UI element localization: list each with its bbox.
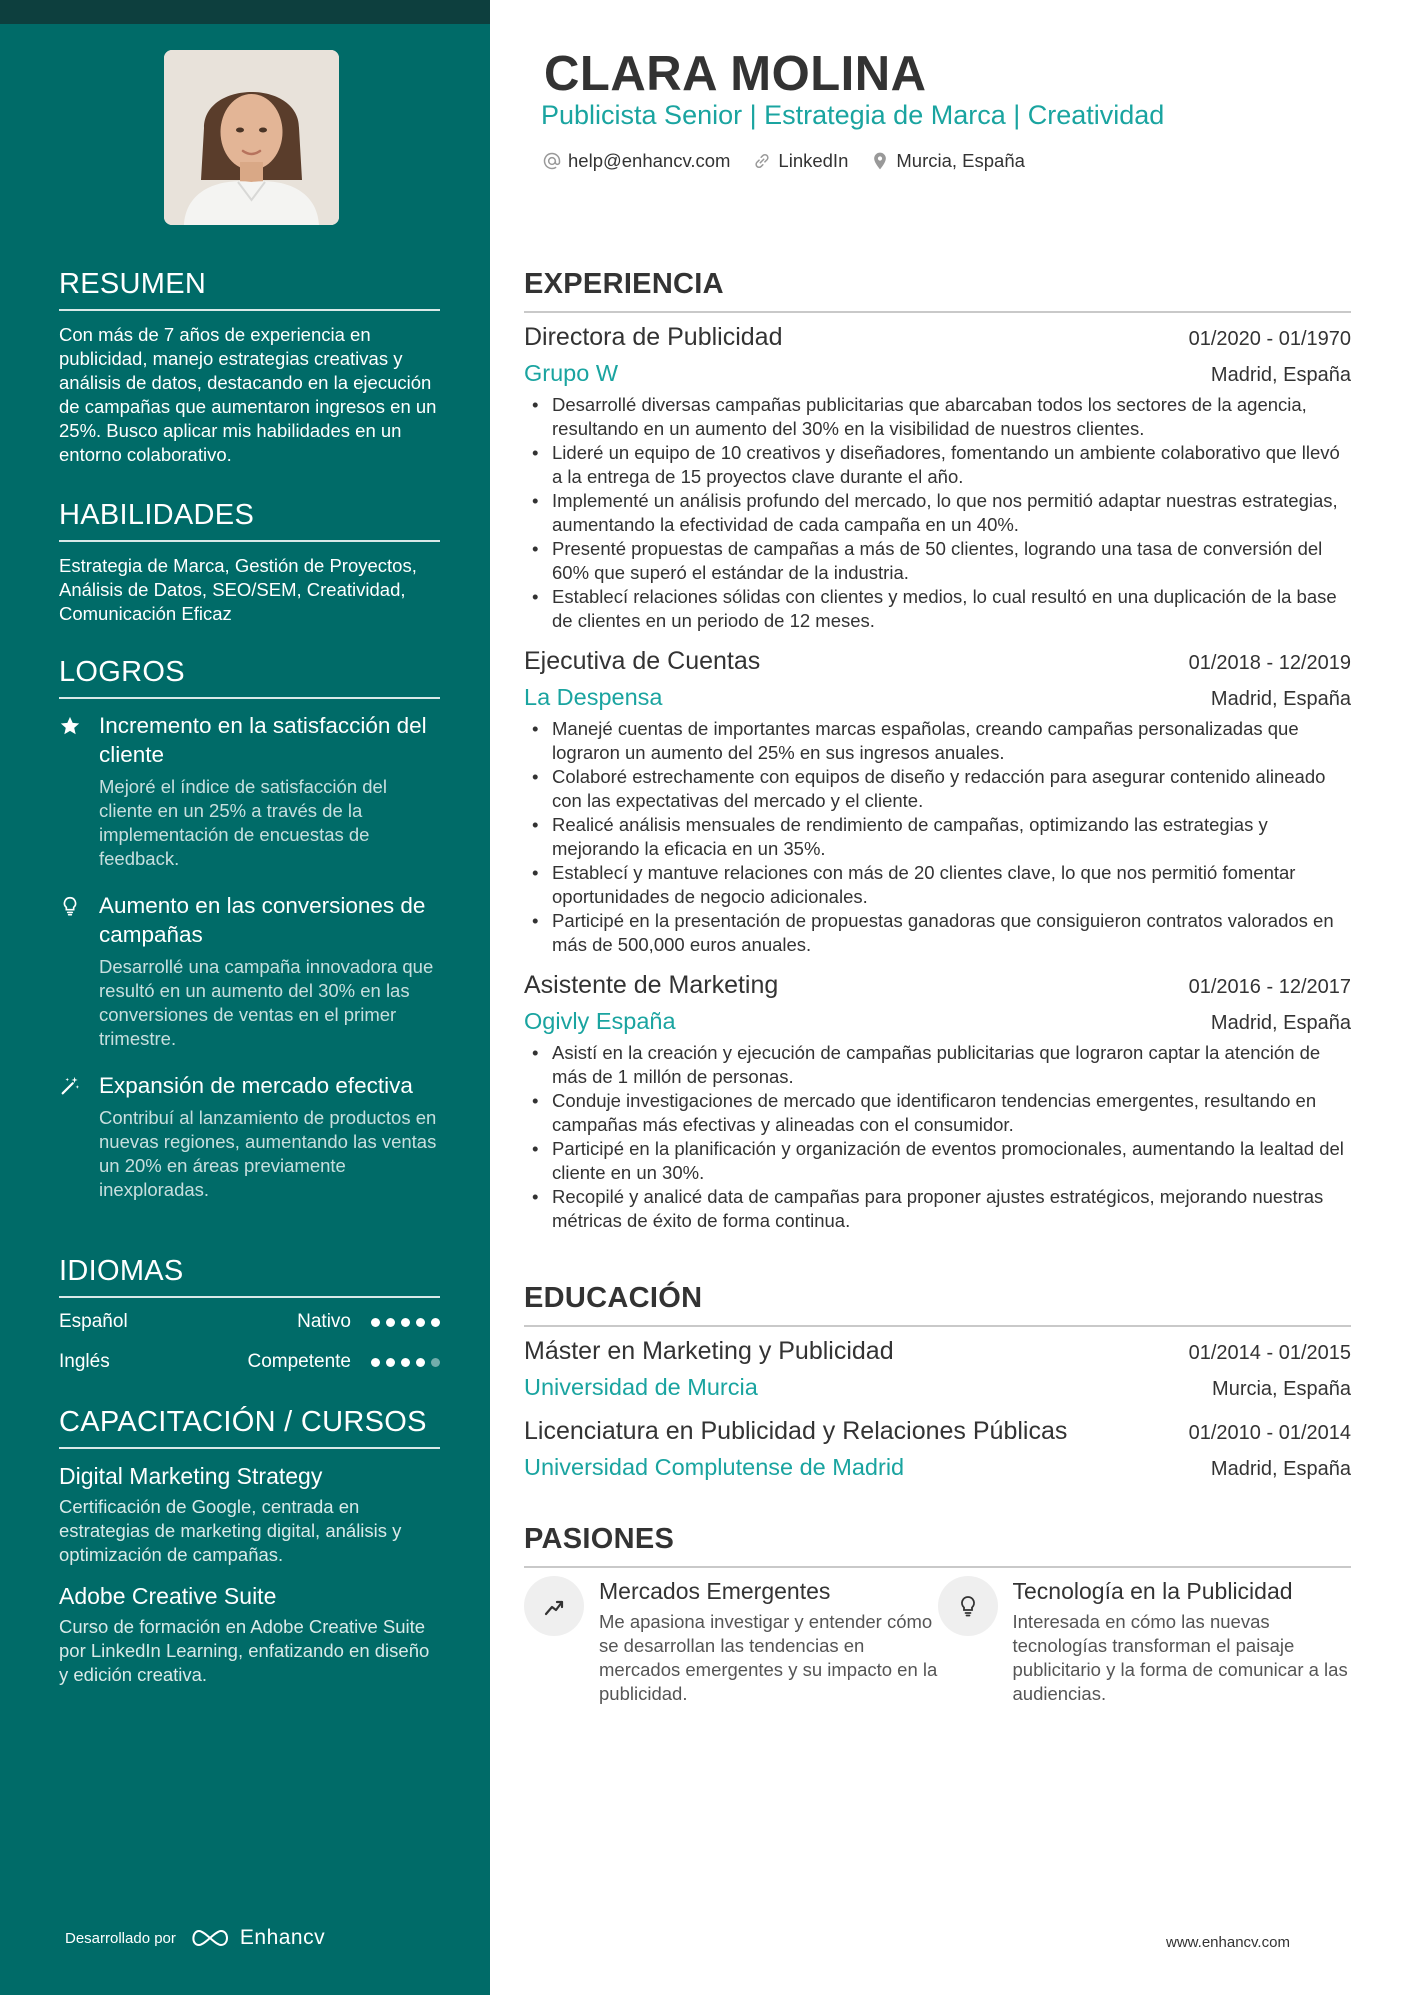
proficiency-dot [386, 1318, 395, 1327]
job-bullet: • Recopilé y analicé data de campañas para proponer ajustes estratégicos, mejorando nuestras métricas de éxito de forma continua. [524, 1185, 1351, 1233]
proficiency-dot [401, 1318, 410, 1327]
sidebar-footer [65, 1926, 325, 1950]
candidate-name: CLARA MOLINA [544, 47, 927, 101]
degree-title: Licenciatura en Publicidad y Relaciones Públicas [524, 1417, 1068, 1445]
job-location: Madrid, España [1210, 688, 1351, 710]
star-icon [59, 711, 99, 871]
proficiency-dot [431, 1358, 440, 1367]
contact-linkedin[interactable] [752, 150, 848, 172]
job-entry [524, 647, 1351, 957]
at-icon [542, 151, 562, 171]
skills-section [59, 499, 440, 626]
achievement-item [59, 1071, 440, 1202]
website-link[interactable]: www.enhancv.com [1166, 1934, 1290, 1951]
job-bullet: • Implementé un análisis profundo del mercado, lo que nos permitió adaptar nuestras estrategias, aumentando la efectividad de cada campaña en un 40%. [524, 489, 1351, 537]
link-icon [752, 151, 772, 171]
job-location: Madrid, España [1210, 364, 1351, 386]
experience-title: EXPERIENCIA [524, 268, 1351, 313]
passion-title: Tecnología en la Publicidad [1012, 1578, 1293, 1604]
proficiency-dot [416, 1318, 425, 1327]
proficiency-dot [371, 1358, 380, 1367]
summary-section [59, 268, 440, 467]
language-proficiency-dots [371, 1318, 440, 1327]
achievements-title: LOGROS [59, 656, 440, 699]
magic-wand-icon [59, 1071, 99, 1202]
contact-row [542, 150, 1047, 172]
contact-linkedin-text: LinkedIn [778, 150, 849, 171]
achievement-title: Incremento en la satisfacción del cliente [99, 713, 427, 767]
school-name: Universidad de Murcia [524, 1374, 758, 1400]
job-bullet: • Realicé análisis mensuales de rendimiento de campañas, optimizando las estrategias y mejorando la eficacia en un 35%. [524, 813, 1351, 861]
course-desc: Curso de formación en Adobe Creative Suite por LinkedIn Learning, enfatizando en diseño y edición creativa. [59, 1616, 430, 1685]
passion-desc: Interesada en cómo las nuevas tecnologías transforman el paisaje publicitario y la forma de comunicar a las audiencias. [1012, 1611, 1348, 1704]
language-proficiency-dots [371, 1358, 440, 1367]
job-bullet: • Colaboré estrechamente con equipos de diseño y redacción para asegurar contenido alineado con las expectativas del mercado y el cliente. [524, 765, 1351, 813]
languages-section [59, 1255, 440, 1382]
job-bullet: • Presenté propuestas de campañas a más de 50 clientes, logrando una tasa de conversión del 60% que superó el estándar de la industria. [524, 537, 1351, 585]
achievement-desc: Contribuí al lanzamiento de productos en nuevas regiones, aumentando las ventas un 20% en áreas previamente inexploradas. [99, 1107, 437, 1200]
course-item [59, 1581, 440, 1687]
language-row [59, 1302, 440, 1342]
profile-photo-illustration [164, 50, 339, 225]
infinity-logo-icon [188, 1927, 232, 1949]
degree-title: Máster en Marketing y Publicidad [524, 1337, 894, 1365]
job-title: Ejecutiva de Cuentas [524, 647, 761, 675]
lightbulb-icon [938, 1576, 998, 1636]
job-bullet: • Establecí relaciones sólidas con clientes y medios, lo cual resultó en una duplicación de la base de clientes en un periodo de 12 meses. [524, 585, 1351, 633]
sidebar-top-bar [0, 0, 490, 24]
job-dates: 01/2018 - 12/2019 [1188, 652, 1351, 674]
passions-title: PASIONES [524, 1523, 1351, 1568]
education-entry [524, 1337, 1351, 1401]
job-dates: 01/2020 - 01/1970 [1188, 328, 1351, 350]
proficiency-dot [386, 1358, 395, 1367]
job-title: Asistente de Marketing [524, 971, 779, 999]
job-entry [524, 323, 1351, 633]
passion-item [524, 1576, 938, 1706]
contact-location-text: Murcia, España [896, 150, 1025, 171]
education-location: Murcia, España [1212, 1378, 1351, 1400]
skills-title: HABILIDADES [59, 499, 440, 542]
achievement-desc: Mejoré el índice de satisfacción del cliente en un 25% a través de la implementación de encuestas de feedback. [99, 776, 387, 869]
passion-title: Mercados Emergentes [599, 1578, 831, 1604]
job-bullet: • Participé en la planificación y organización de eventos promocionales, aumentando la lealtad del cliente en un 30%. [524, 1137, 1351, 1185]
job-bullet: • Establecí y mantuve relaciones con más de 20 clientes clave, lo que nos permitió fomentar oportunidades de negocio adicionales. [524, 861, 1351, 909]
job-bullet: • Conduje investigaciones de mercado que identificaron tendencias emergentes, resultando en campañas más efectivas y alineadas con el consumidor. [524, 1089, 1351, 1137]
education-dates: 01/2014 - 01/2015 [1188, 1342, 1351, 1364]
lightbulb-icon [59, 891, 99, 1051]
contact-email[interactable] [542, 150, 730, 172]
proficiency-dot [401, 1358, 410, 1367]
education-title: EDUCACIÓN [524, 1282, 1351, 1327]
summary-title: RESUMEN [59, 268, 440, 311]
job-location: Madrid, España [1210, 1012, 1351, 1034]
language-row [59, 1342, 440, 1382]
job-bullets [524, 717, 1351, 957]
experience-section [524, 268, 1351, 1247]
proficiency-dot [416, 1358, 425, 1367]
languages-title: IDIOMAS [59, 1255, 440, 1298]
job-bullets [524, 1041, 1351, 1233]
trend-chart-icon [524, 1576, 584, 1636]
job-bullet: • Desarrollé diversas campañas publicitarias que abarcaban todos los sectores de la agencia, resultando en un aumento del 30% en la visibilidad de nuestros clientes. [524, 393, 1351, 441]
achievement-desc: Desarrollé una campaña innovadora que resultó en un aumento del 30% en las conversiones de ventas en el primer trimestre. [99, 956, 434, 1049]
company-name: La Despensa [524, 684, 663, 710]
language-level: Nativo [297, 1311, 351, 1332]
skills-text: Estrategia de Marca, Gestión de Proyectos, Análisis de Datos, SEO/SEM, Creatividad, Comunicación Eficaz [59, 555, 417, 624]
proficiency-dot [431, 1318, 440, 1327]
achievement-title: Expansión de mercado efectiva [99, 1073, 413, 1098]
education-location: Madrid, España [1210, 1458, 1351, 1480]
job-entry [524, 971, 1351, 1233]
passion-item [938, 1576, 1352, 1706]
summary-text: Con más de 7 años de experiencia en publicidad, manejo estrategias creativas y análisis de datos, destacando en la ejecución de campañas que aumentaron ingresos en un 25%. Busco aplicar mis habilidades en un entorno colaborativo. [59, 324, 437, 465]
education-entry [524, 1417, 1351, 1481]
language-name: Inglés [59, 1351, 110, 1372]
language-level: Competente [247, 1351, 351, 1372]
contact-email-text: help@enhancv.com [568, 150, 731, 171]
contact-location [870, 150, 1025, 172]
education-dates: 01/2010 - 01/2014 [1188, 1422, 1351, 1444]
achievement-item [59, 891, 440, 1051]
company-name: Ogivly España [524, 1008, 676, 1034]
enhancv-logo[interactable] [188, 1926, 325, 1950]
job-bullets [524, 393, 1351, 633]
proficiency-dot [371, 1318, 380, 1327]
location-pin-icon [870, 151, 890, 171]
course-desc: Certificación de Google, centrada en estrategias de marketing digital, análisis y optimización de campañas. [59, 1496, 402, 1565]
profile-photo [164, 50, 339, 225]
course-title: Digital Marketing Strategy [59, 1463, 323, 1489]
company-name: Grupo W [524, 360, 619, 386]
job-bullet: • Lideré un equipo de 10 creativos y diseñadores, fomentando un ambiente colaborativo que llevó a la entrega de 15 proyectos clave durante el año. [524, 441, 1351, 489]
education-section [524, 1282, 1351, 1497]
course-item [59, 1461, 440, 1567]
job-bullet: • Manejé cuentas de importantes marcas españolas, creando campañas personalizadas que lograron un aumento del 25% en sus ingresos anuales. [524, 717, 1351, 765]
achievement-title: Aumento en las conversiones de campañas [99, 893, 426, 947]
courses-title: CAPACITACIÓN / CURSOS [59, 1406, 440, 1449]
passions-section [524, 1523, 1351, 1706]
sidebar [0, 0, 490, 1995]
made-by-label: Desarrollado por [65, 1929, 176, 1947]
brand-name: Enhancv [239, 1926, 326, 1949]
passion-desc: Me apasiona investigar y entender cómo se desarrollan las tendencias en mercados emergentes y su impacto en la publicidad. [599, 1611, 938, 1704]
job-title: Directora de Publicidad [524, 323, 783, 351]
headline: Publicista Senior | Estrategia de Marca | Creatividad [541, 100, 1165, 130]
courses-section [59, 1406, 440, 1701]
job-bullet: • Participé en la presentación de propuestas ganadoras que consiguieron contratos valorados en más de 500,000 euros anuales. [524, 909, 1351, 957]
achievements-section [59, 656, 440, 1222]
achievement-item [59, 711, 440, 871]
course-title: Adobe Creative Suite [59, 1583, 277, 1609]
school-name: Universidad Complutense de Madrid [524, 1454, 905, 1480]
language-name: Español [59, 1311, 128, 1332]
job-bullet: • Asistí en la creación y ejecución de campañas publicitarias que lograron captar la atención de más de 1 millón de personas. [524, 1041, 1351, 1089]
job-dates: 01/2016 - 12/2017 [1188, 976, 1351, 998]
